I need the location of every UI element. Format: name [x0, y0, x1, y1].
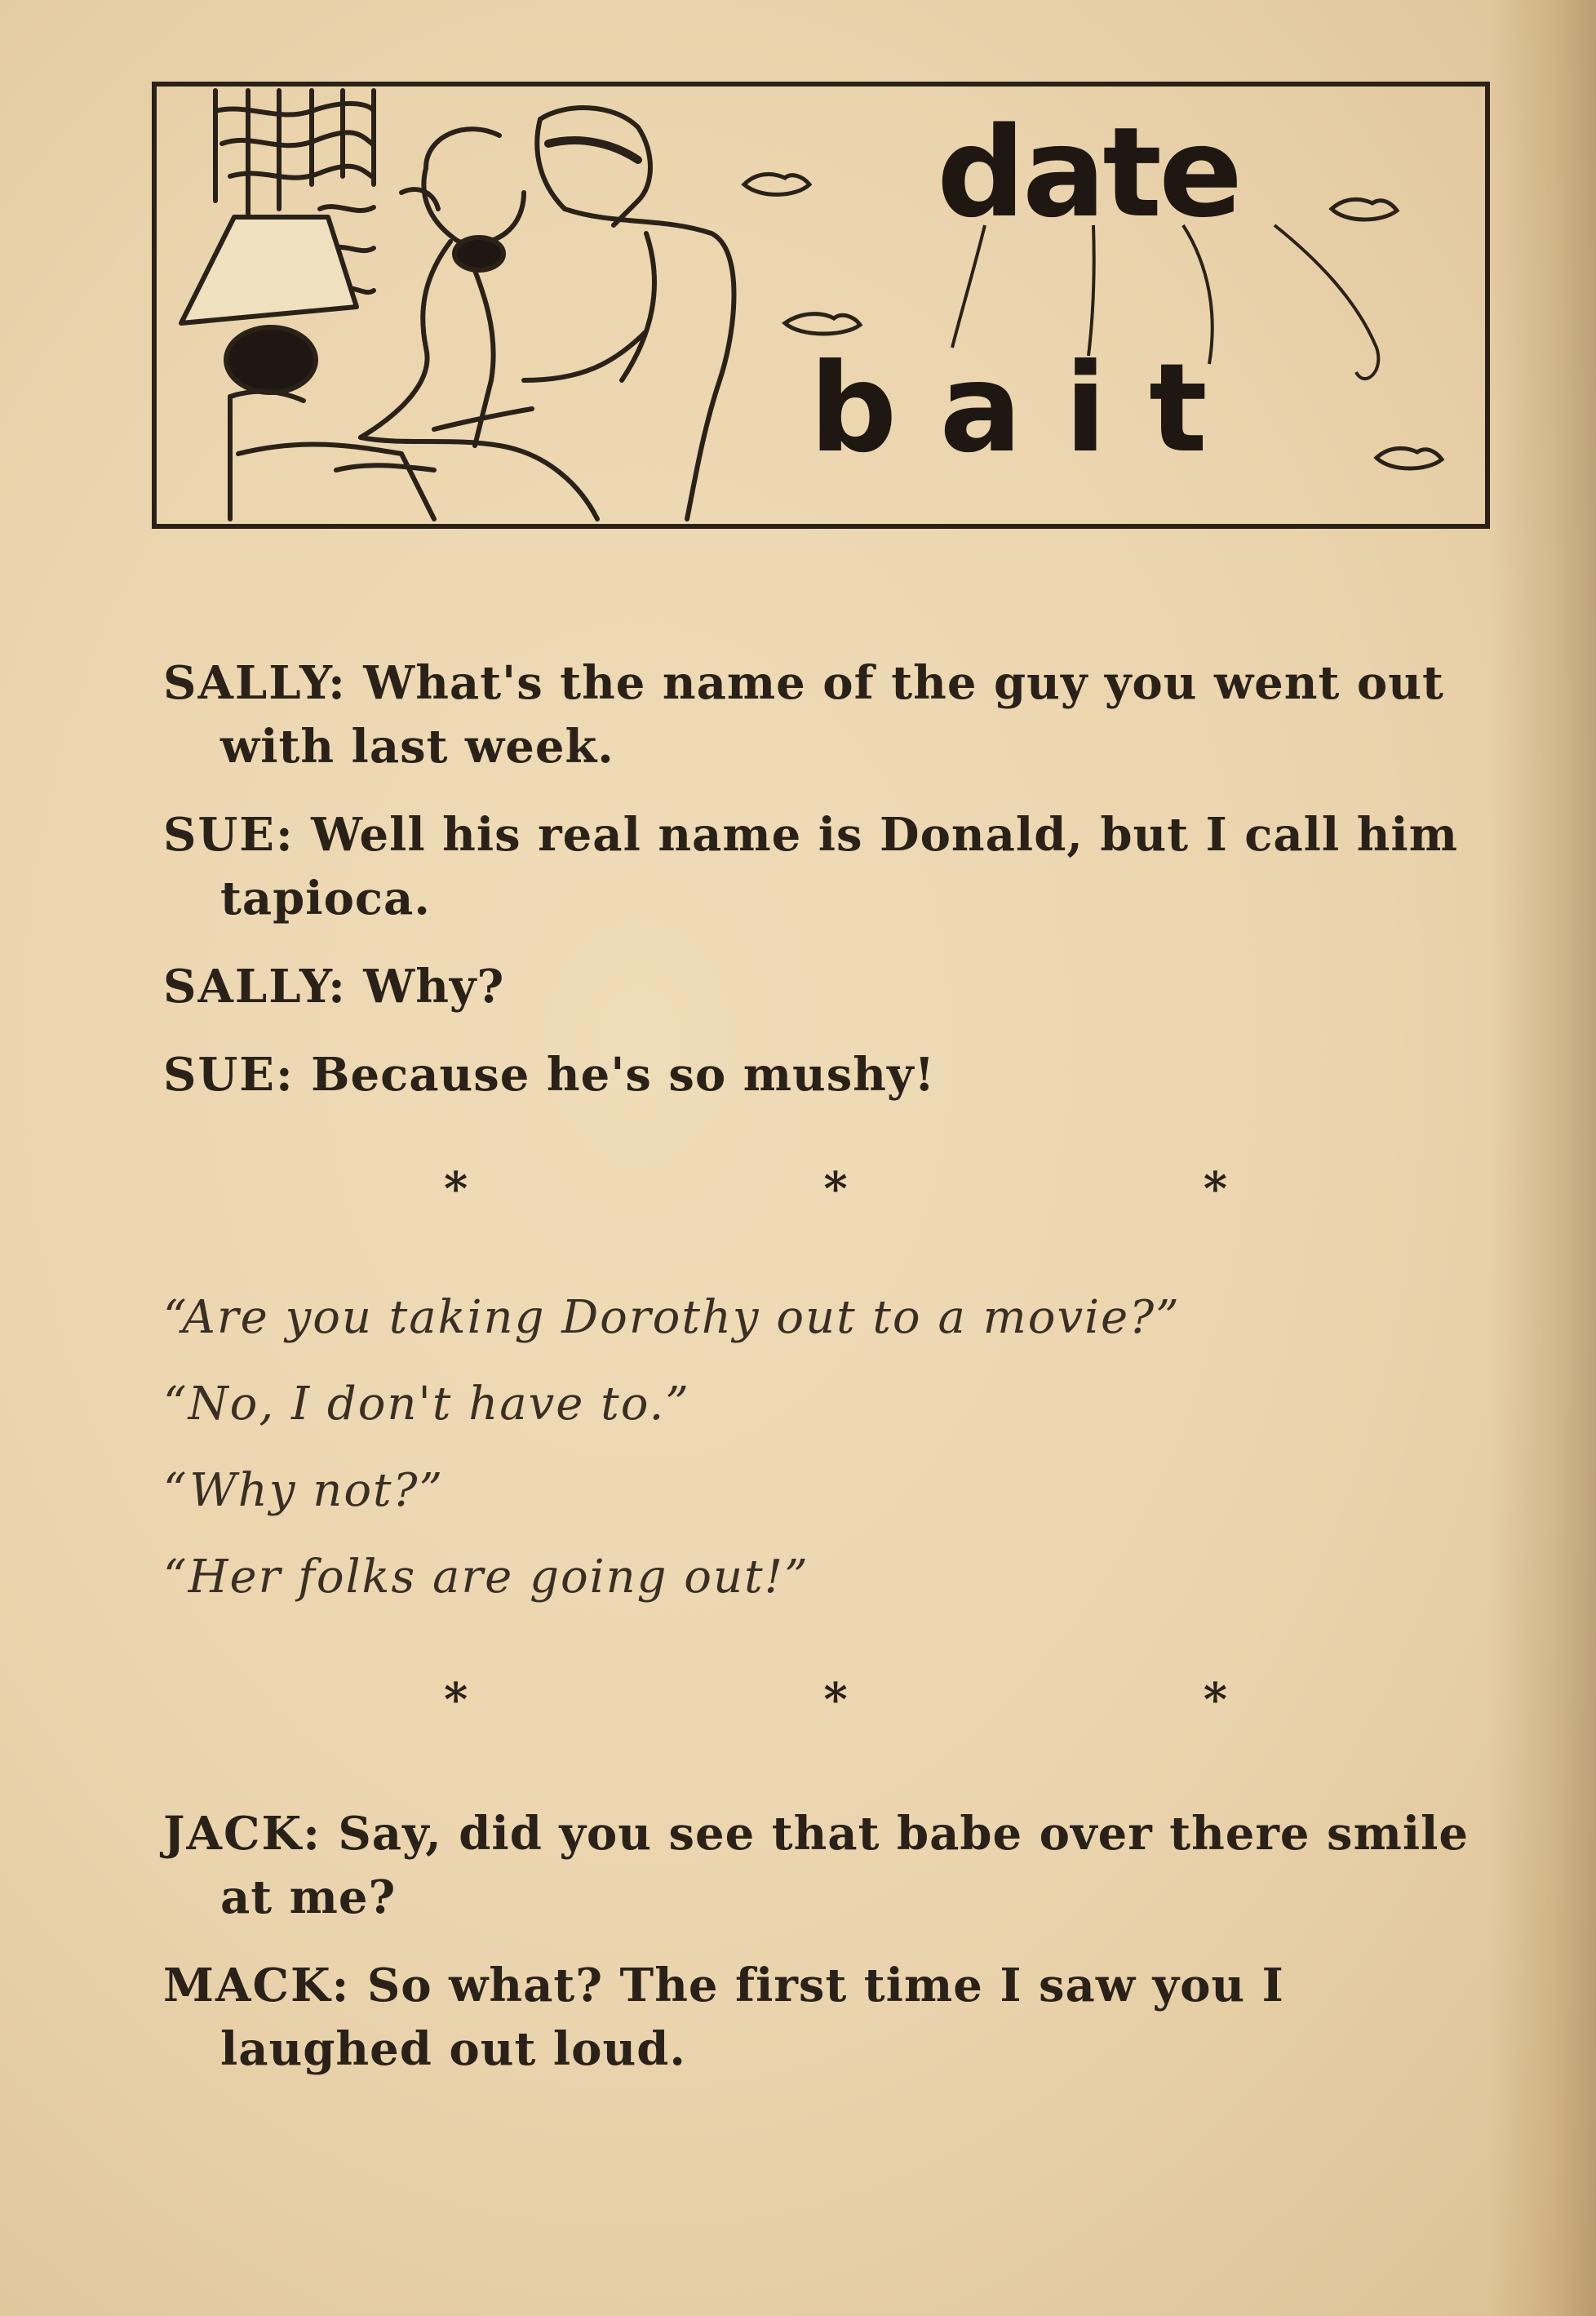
joke1-line3: [163, 955, 1501, 1018]
speaker-label: SALLY:: [163, 960, 347, 1014]
speaker-label: MACK:: [163, 1959, 351, 2012]
asterisk: *: [444, 1673, 468, 1727]
separator-asterisks: [444, 1655, 1227, 1745]
joke3-line1: [163, 1802, 1501, 1929]
speaker-label: SALLY:: [163, 656, 347, 710]
asterisk: *: [823, 1673, 848, 1727]
separator-asterisks: [444, 1144, 1227, 1234]
asterisk: *: [1203, 1162, 1227, 1216]
speaker-label: SUE:: [163, 1048, 295, 1102]
joke2-line1: “Are you taking Dorothy out to a movie?”: [163, 1291, 1181, 1344]
joke1-line2: [163, 803, 1501, 930]
jokes-content: [163, 651, 1501, 2105]
speaker-label: JACK:: [163, 1807, 321, 1861]
joke2-line4: “Her folks are going out!”: [163, 1551, 809, 1604]
joke3-line2: [163, 1954, 1501, 2081]
header-illustration: [152, 82, 1490, 529]
joke2-line2: “No, I don't have to.”: [163, 1378, 690, 1431]
title-date: date: [937, 100, 1240, 245]
asterisk: *: [823, 1162, 848, 1216]
dialogue-text: Because he's so mushy!: [311, 1048, 936, 1102]
dialogue-text: Well his real name is Donald, but I call him tapioca.: [220, 808, 1458, 925]
title-bait: bait: [809, 338, 1250, 480]
dialogue-text: Why?: [363, 960, 505, 1014]
joke1-line1: [163, 651, 1501, 779]
page-edge-shadow: [1490, 0, 1596, 2316]
asterisk: *: [1203, 1673, 1227, 1727]
asterisk: *: [444, 1162, 468, 1216]
dialogue-text: What's the name of the guy you went out with last week.: [220, 656, 1444, 774]
dialogue-text: Say, did you see that babe over there smile at me?: [220, 1807, 1469, 1924]
joke1-line4: [163, 1043, 1501, 1107]
dialogue-text: So what? The first time I saw you I laughed out loud.: [220, 1959, 1284, 2076]
speaker-label: SUE:: [163, 808, 295, 862]
joke2-line3: “Why not?”: [163, 1464, 445, 1517]
